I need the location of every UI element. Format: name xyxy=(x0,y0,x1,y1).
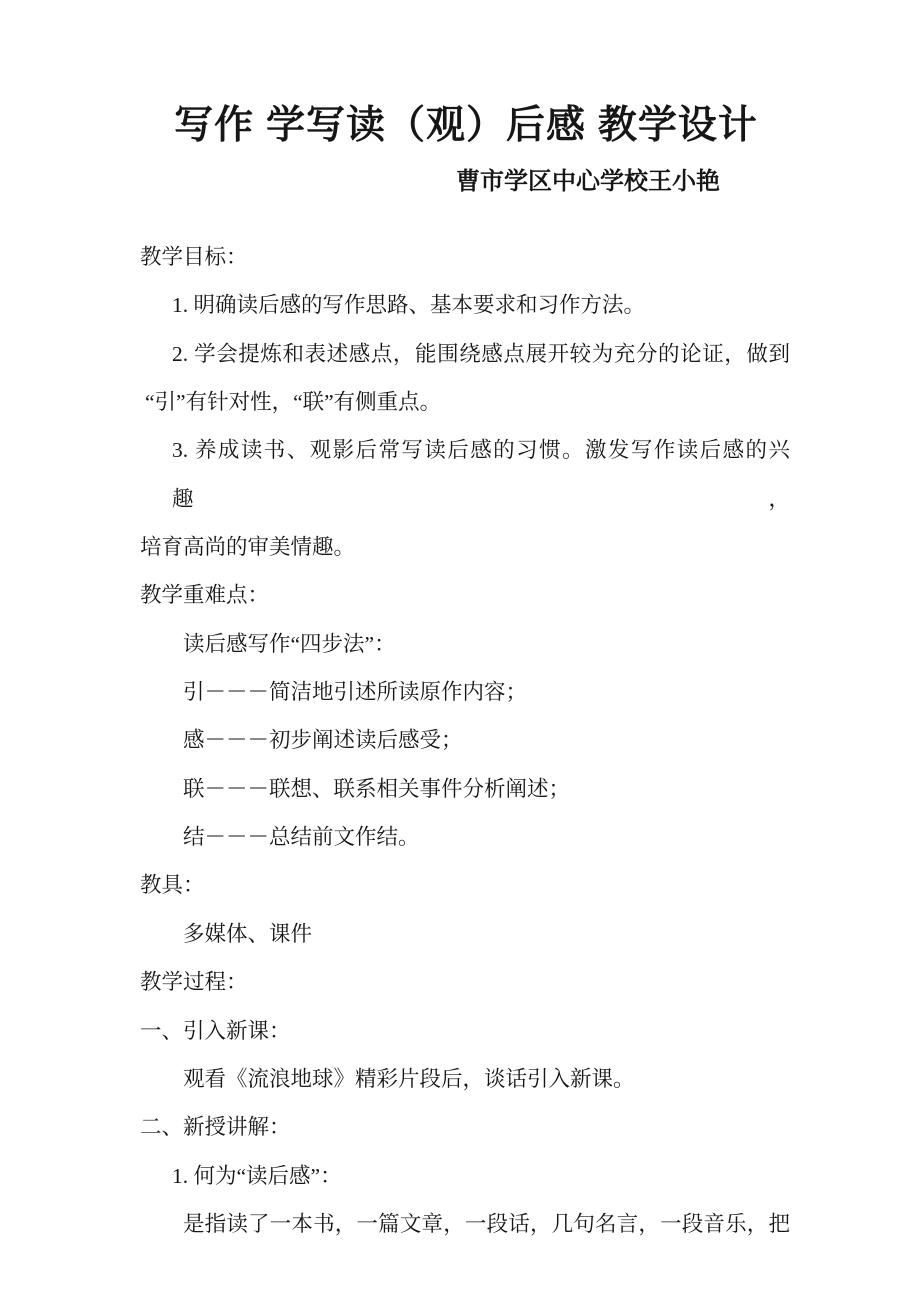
doc-line-heading-process: 教学过程： xyxy=(140,970,248,995)
doc-line-definition-heading: 1. 何为“读后感”： xyxy=(172,1163,342,1188)
doc-line-objective-2-cont: “引”有针对性，“联”有侧重点。 xyxy=(145,390,442,415)
document-body xyxy=(140,233,790,1248)
doc-line-four-step-method: 读后感写作“四步法”： xyxy=(183,631,396,656)
doc-line-aids-list: 多媒体、课件 xyxy=(183,921,313,946)
doc-line-step-lian: 联－－－联想、联系相关事件分析阐述； xyxy=(183,776,571,801)
doc-line-section-2: 二、新授讲解： xyxy=(140,1115,291,1140)
doc-line-heading-key-points: 教学重难点： xyxy=(140,583,270,608)
doc-line-objective-3: 3. 养成读书、观影后常写读后感的习惯。激发写作读后感的兴趣， xyxy=(172,438,790,511)
doc-line-section-1-body: 观看《流浪地球》精彩片段后，谈话引入新课。 xyxy=(183,1066,635,1091)
doc-line-objective-3-cont: 培育高尚的审美情趣。 xyxy=(140,535,356,560)
doc-line-step-jie: 结－－－总结前文作结。 xyxy=(183,825,420,850)
doc-line-step-gan: 感－－－初步阐述读后感受； xyxy=(183,728,463,753)
page-title: 写作 学写读（观）后感 教学设计 xyxy=(174,104,758,147)
doc-line-objective-1: 1. 明确读后感的写作思路、基本要求和习作方法。 xyxy=(172,293,646,318)
doc-line-heading-aids: 教具： xyxy=(140,873,205,898)
doc-line-objective-2: 2. 学会提炼和表述感点，能围绕感点展开较为充分的论证，做到 xyxy=(172,341,790,366)
doc-line-definition-body: 是指读了一本书，一篇文章，一段话，几句名言，一段音乐，把 xyxy=(183,1211,790,1236)
author-line: 曹市学区中心学校王小艳 xyxy=(456,168,720,195)
doc-line-heading-objectives: 教学目标： xyxy=(140,245,248,269)
doc-line-step-yin: 引－－－简洁地引述所读原作内容； xyxy=(183,680,528,705)
doc-line-section-1: 一、引入新课： xyxy=(140,1018,291,1043)
